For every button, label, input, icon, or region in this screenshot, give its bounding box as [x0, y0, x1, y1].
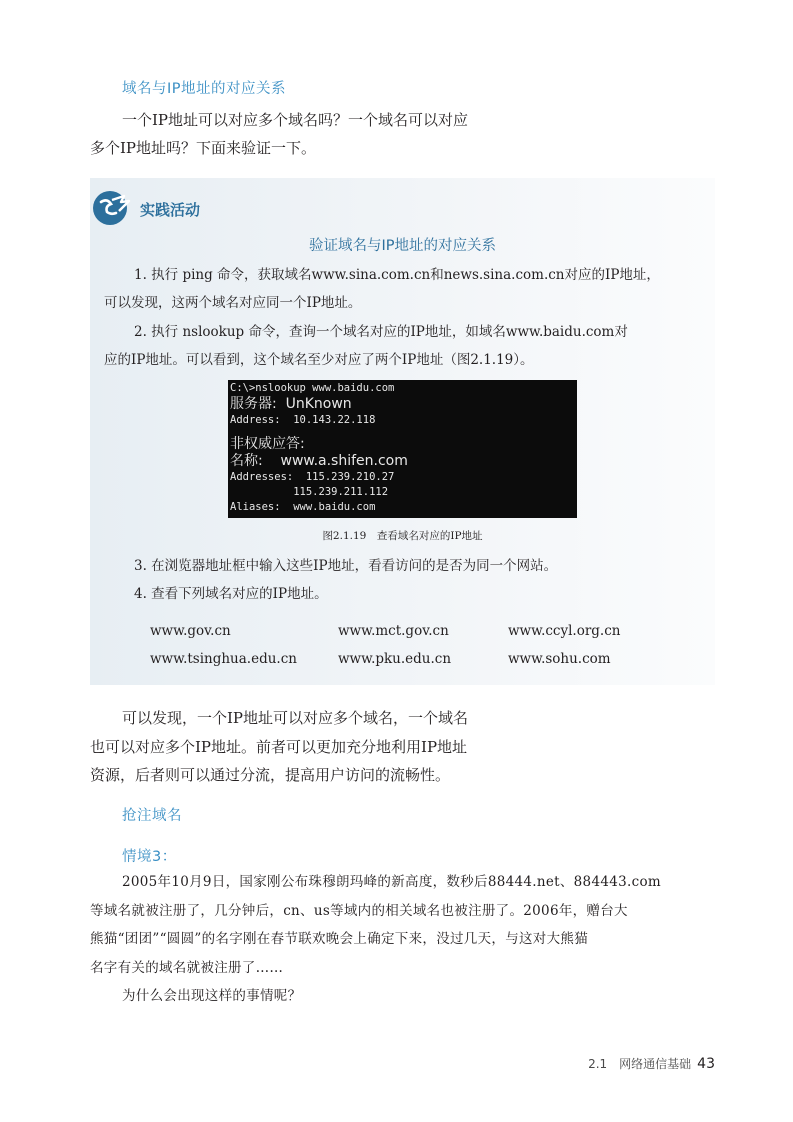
step-1-line-1: 1. 执行 ping 命令，获取域名www.sina.com.cn和news.sina.com.cn对应的IP地址，: [134, 267, 660, 283]
nslookup-terminal-screenshot: [228, 380, 577, 518]
domain-item: www.gov.cn: [150, 623, 231, 639]
terminal-line: Addresses: 115.239.210.27: [230, 471, 395, 483]
scene-label: 情境3：: [122, 849, 177, 865]
scene-line-1: 2005年10月9日，国家刚公布珠穆朗玛峰的新高度，数秒后88444.net、884443.com: [122, 874, 661, 890]
conclusion-line-2: 也可以对应多个IP地址。前者可以更加充分地利用IP地址: [90, 738, 468, 756]
scene-line-4: 名字有关的域名就被注册了……: [90, 960, 284, 976]
step-3: 3. 在浏览器地址框中输入这些IP地址，看看访问的是否为同一个网站。: [134, 558, 558, 574]
intro-paragraph-line-1: 一个IP地址可以对应多个域名吗？一个域名可以对应: [122, 111, 469, 129]
footer-section-name: 2.1 网络通信基础: [588, 1057, 692, 1071]
step-1-line-2: 可以发现，这两个域名对应同一个IP地址。: [104, 295, 362, 311]
step-2-line-2: 应的IP地址。可以看到，这个域名至少对应了两个IP地址（图2.1.19）。: [104, 352, 534, 368]
figure-caption: 图2.1.19 查看域名对应的IP地址: [322, 530, 483, 542]
terminal-line: 名称: www.a.shifen.com: [230, 453, 408, 469]
activity-title: 验证域名与IP地址的对应关系: [308, 238, 497, 254]
terminal-line: Aliases: www.baidu.com: [230, 501, 376, 513]
conclusion-line-1: 可以发现，一个IP地址可以对应多个域名，一个域名: [122, 709, 469, 727]
section-heading-domain-squatting: 抢注域名: [122, 808, 182, 824]
domain-item: www.pku.edu.cn: [338, 651, 452, 667]
terminal-line: 服务器: UnKnown: [230, 396, 352, 412]
terminal-line: Address: 10.143.22.118: [230, 414, 376, 426]
conclusion-line-3: 资源，后者则可以通过分流，提高用户访问的流畅性。: [90, 766, 451, 784]
terminal-blank-line: [230, 428, 577, 436]
scene-question: 为什么会出现这样的事情呢？: [122, 988, 302, 1004]
domain-item: www.sohu.com: [508, 651, 611, 667]
terminal-line: 非权威应答:: [230, 436, 305, 452]
terminal-line: 115.239.211.112: [230, 486, 389, 498]
step-2-line-1: 2. 执行 nslookup 命令，查询一个域名对应的IP地址，如域名www.baidu.com对: [134, 324, 628, 340]
intro-paragraph-line-2: 多个IP地址吗？下面来验证一下。: [90, 139, 317, 157]
step-4: 4. 查看下列域名对应的IP地址。: [134, 586, 328, 602]
practice-activity-icon: [92, 190, 132, 226]
section-heading-domain-ip: 域名与IP地址的对应关系: [122, 81, 287, 97]
terminal-line: C:\>nslookup www.baidu.com: [230, 382, 395, 394]
domain-item: www.tsinghua.edu.cn: [150, 651, 297, 667]
page-footer: [588, 1055, 715, 1072]
practice-activity-label: 实践活动: [140, 201, 201, 219]
domain-item: www.ccyl.org.cn: [508, 623, 621, 639]
page-number: 43: [697, 1056, 715, 1072]
scene-line-2: 等域名就被注册了，几分钟后，cn、us等域内的相关域名也被注册了。2006年，赠台大: [90, 903, 628, 919]
scene-line-3: 熊猫“团团”“圆圆”的名字刚在春节联欢晚会上确定下来，没过几天，与这对大熊猫: [90, 931, 589, 947]
domain-item: www.mct.gov.cn: [338, 623, 449, 639]
